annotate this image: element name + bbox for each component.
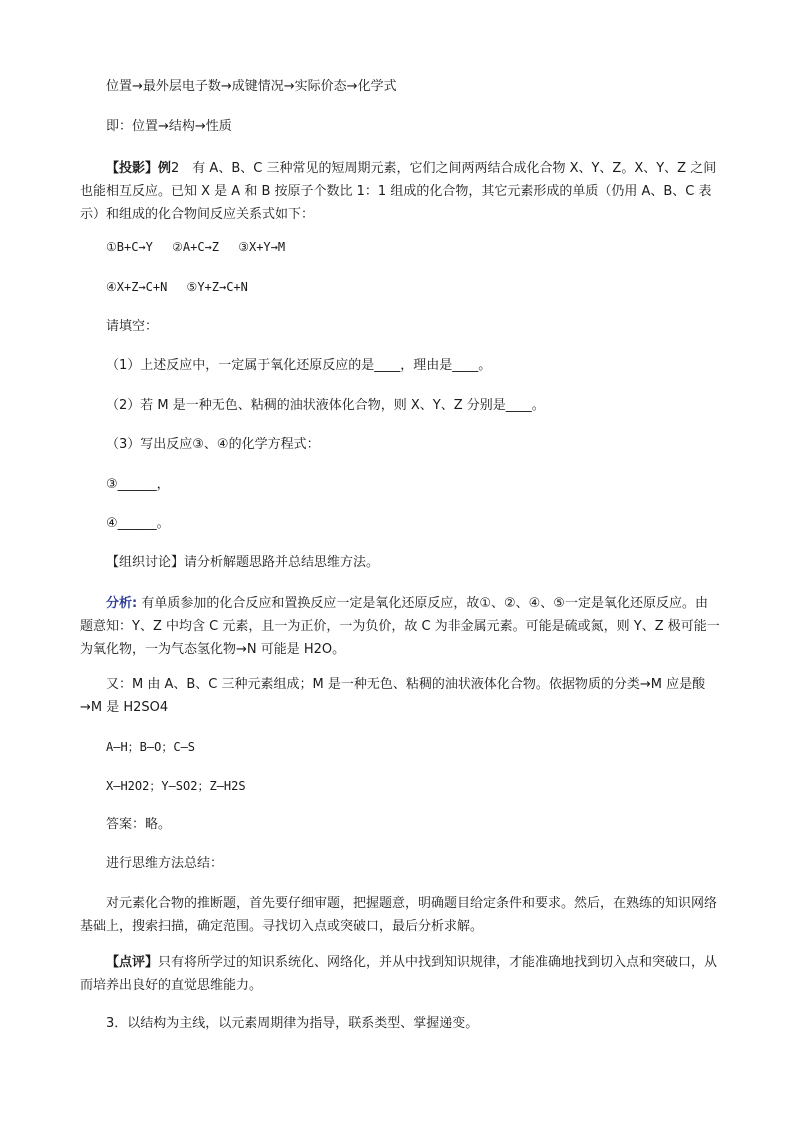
- text-line: 3．以结构为主线，以元素周期律为指导，联系类型、掌握递变。: [106, 1016, 479, 1031]
- example-paragraph: [80, 157, 720, 226]
- projection-label: 【投影】例: [106, 161, 172, 176]
- text-line: 位置→最外层电子数→成键情况→实际价态→化学式: [106, 79, 397, 94]
- example-number: 2: [171, 161, 180, 176]
- summary-paragraph: 对元素化合物的推断题，首先要仔细审题，把握题意，明确题目给定条件和要求。然后，在熟练的知识网络基础上，搜索扫描，确定范围。寻找切入点或突破口，最后分析求解。: [80, 896, 718, 934]
- analysis-paragraph: [80, 592, 720, 661]
- analysis-label: 分析:: [106, 596, 138, 611]
- discussion-line: [106, 554, 379, 572]
- text-line: 答案：略。: [106, 817, 172, 832]
- text-line: 即：位置→结构→性质: [106, 119, 232, 134]
- text-line: 进行思维方法总结：: [106, 856, 224, 871]
- text-line: 请填空：: [106, 319, 159, 334]
- discussion-label: 【组织讨论】: [106, 555, 185, 570]
- question-line: （3）写出反应③、④的化学方程式：: [106, 437, 320, 452]
- answer-blank: ③______，: [106, 477, 170, 492]
- element-line: A—H；B—O；C—S: [106, 740, 196, 754]
- analysis-text: 有单质参加的化合反应和置换反应一定是氧化还原反应，故①、②、④、⑤一定是氧化还原反应。由题意知：Y、Z 中均含 C 元素，且一为正价，一为负价，故 C 为非金属元素。可能是硫或氮，则 Y、Z 极可能一为氧化物，一为气态氢化物→N 可能是 H2O。: [80, 596, 720, 657]
- compound-line: X—H2O2；Y—SO2；Z—H2S: [106, 779, 246, 793]
- answer-blank: ④______。: [106, 516, 170, 531]
- reaction-line: ①B+C→Y ②A+C→Z ③X+Y→M: [106, 240, 286, 254]
- comment-text: 只有将所学过的知识系统化、网络化，并从中找到知识规律，才能准确地找到切入点和突破口，从而培养出良好的直觉思维能力。: [80, 955, 718, 993]
- question-line: （1）上述反应中，一定属于氧化还原反应的是____，理由是____。: [106, 358, 492, 373]
- paragraph: 又：M 由 A、B、C 三种元素组成；M 是一种无色、粘稠的油状液体化合物。依据物质的分类→M 应是酸→M 是 H2SO4: [80, 677, 706, 715]
- question-line: （2）若 M 是一种无色、粘稠的油状液体化合物，则 X、Y、Z 分别是____。: [106, 398, 545, 413]
- discussion-text: 请分析解题思路并总结思维方法。: [184, 555, 380, 570]
- reaction-line: ④X+Z→C+N ⑤Y+Z→C+N: [106, 280, 248, 294]
- comment-paragraph: [80, 951, 720, 997]
- example-text: 有 A、B、C 三种常见的短周期元素，它们之间两两结合成化合物 X、Y、Z。X、Y、Z 之间也能相互反应。已知 X 是 A 和 B 按原子个数比 1：1 组成的化合物，其它元素形成的单质（仍用 A、B、C 表示）和组成的化合物间反应关系式如下：: [80, 161, 717, 222]
- comment-label: 【点评】: [106, 955, 159, 970]
